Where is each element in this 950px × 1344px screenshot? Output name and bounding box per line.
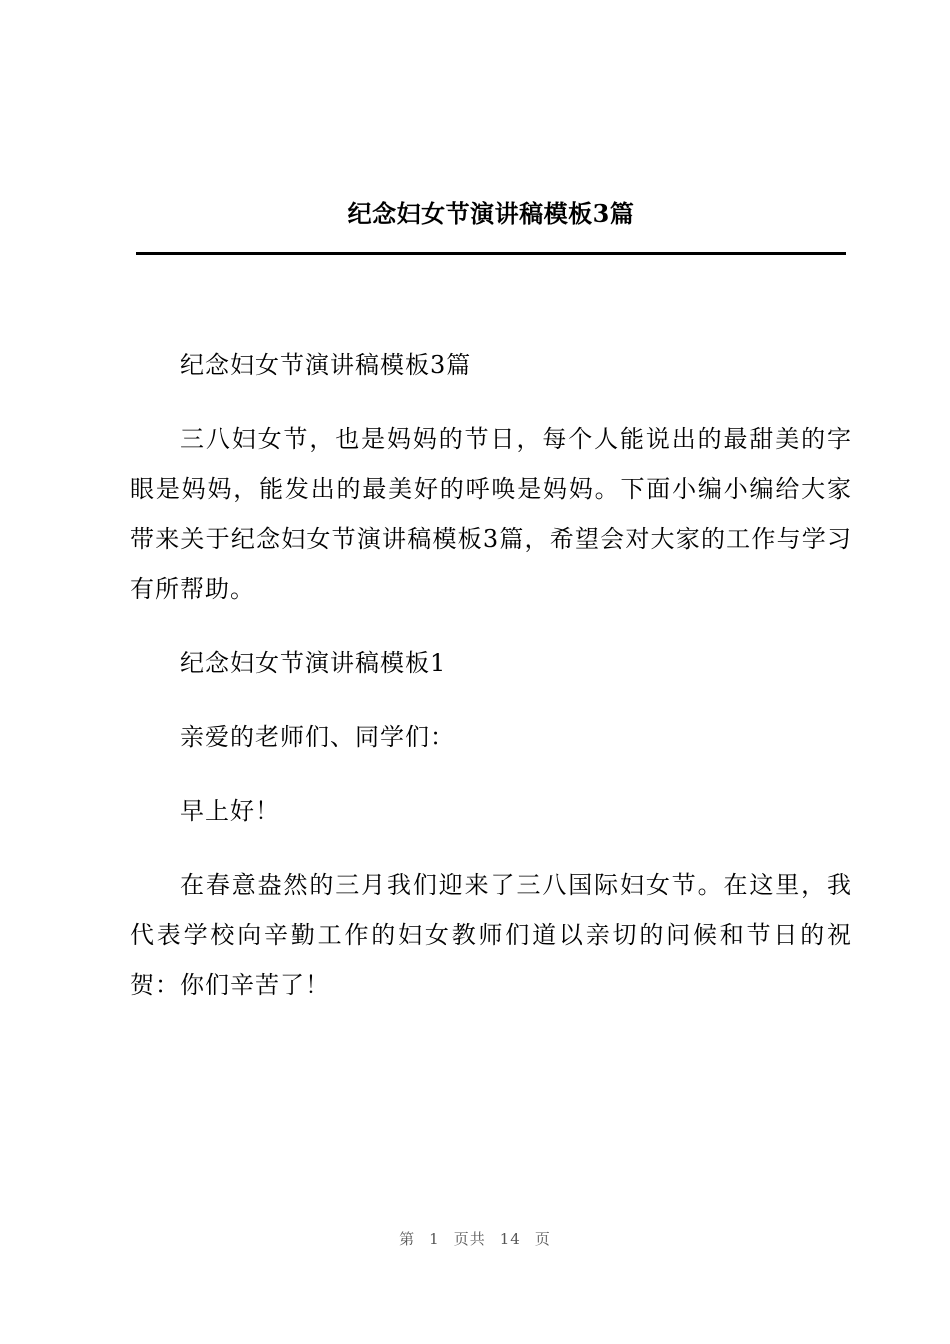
page-footer <box>0 1228 950 1249</box>
footer-page-mid: 页共 <box>453 1230 486 1248</box>
salutation-paragraph: 亲爱的老师们、同学们： <box>180 723 455 751</box>
document-header-title: 纪念妇女节演讲稿模板3篇 <box>347 199 635 228</box>
footer-page-prefix: 第 <box>399 1230 416 1248</box>
document-body <box>130 340 852 1010</box>
header-divider <box>136 252 846 255</box>
body-title-paragraph: 纪念妇女节演讲稿模板3篇 <box>180 351 472 379</box>
footer-page-suffix: 页 <box>534 1230 551 1248</box>
speech-paragraph: 在春意盎然的三月我们迎来了三八国际妇女节。在这里，我代表学校向辛勤工作的妇女教师们道以亲切的问候和节日的祝贺：你们辛苦了！ <box>130 871 852 999</box>
greeting-paragraph: 早上好！ <box>180 797 280 825</box>
section-heading-1: 纪念妇女节演讲稿模板1 <box>180 649 447 677</box>
footer-page-total: 14 <box>499 1230 521 1248</box>
intro-paragraph: 三八妇女节，也是妈妈的节日，每个人能说出的最甜美的字眼是妈妈，能发出的最美好的呼唤是妈妈。下面小编小编给大家带来关于纪念妇女节演讲稿模板3篇，希望会对大家的工作与学习有所帮助。 <box>130 425 852 603</box>
footer-page-number: 1 <box>429 1230 440 1248</box>
